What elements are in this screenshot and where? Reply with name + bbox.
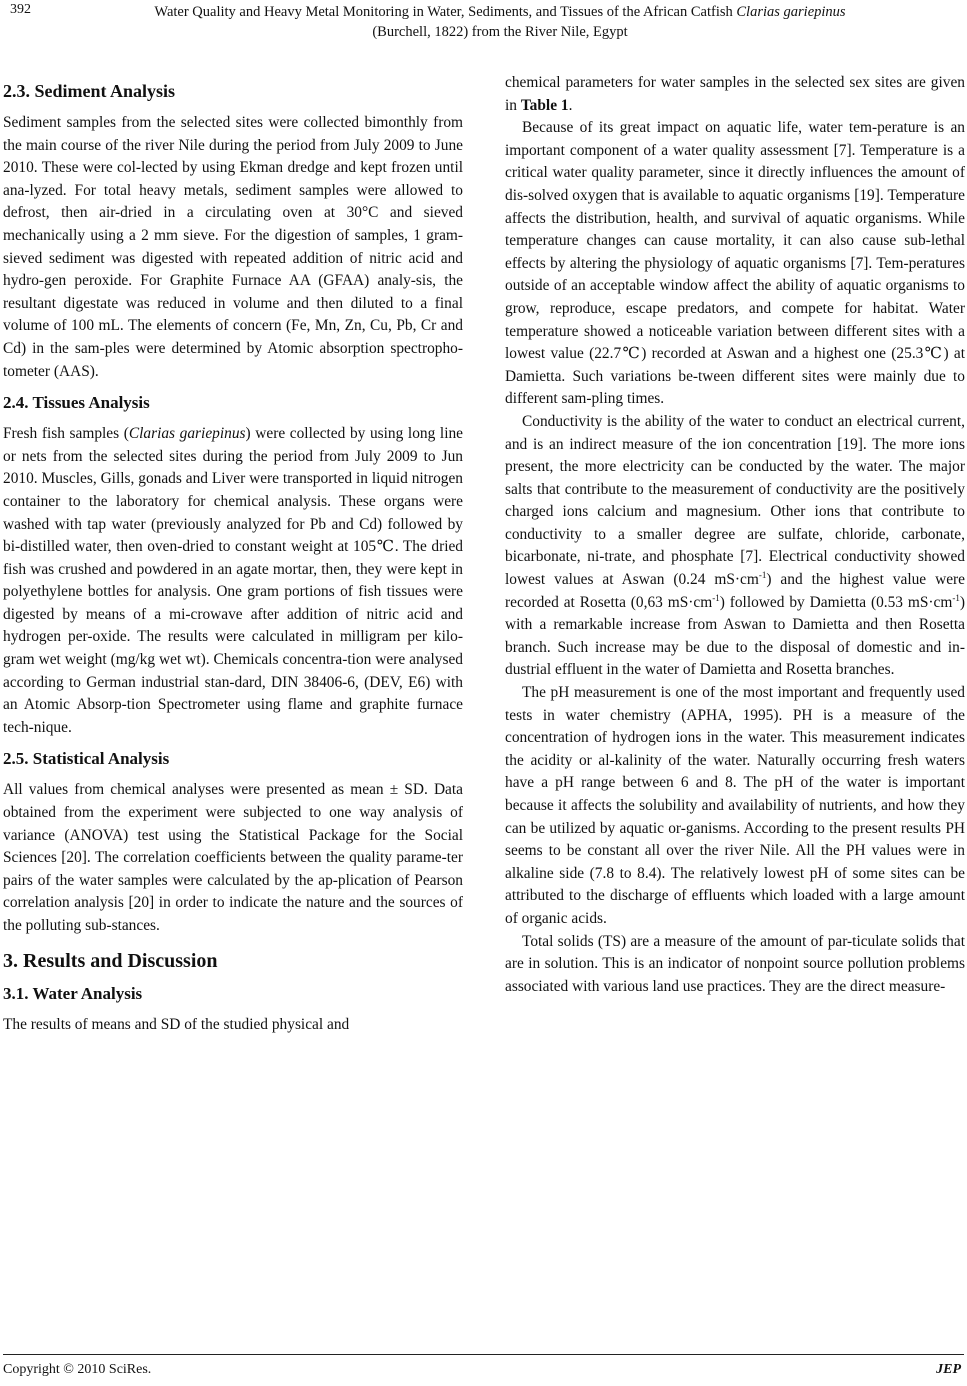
left-column <box>3 72 463 1036</box>
section-2-5-heading: 2.5. Statistical Analysis <box>3 749 170 769</box>
section-2-5-paragraph: All values from chemical analyses were presented as mean ± SD. Data obtained from the experiment were subjected to one way analysis of variance (ANOVA) test using the Statistical Package for the Social Sciences [20]. The correlation coefficients between the quality parame-ter pairs of the water samples were calculated by the ap-plication of Pearson correlation analysis [20] in order to indicate the nature and the sources of the polluting sub-stances. <box>3 781 463 934</box>
species-name: Clarias gariepinus <box>128 425 246 443</box>
running-title-line1: Water Quality and Heavy Metal Monitoring in Water, Sediments, and Tissues of the African Catfish <box>154 4 737 20</box>
temperature-paragraph: Because of its great impact on aquatic life, water tem-perature is an important component of a water quality assessment [7]. Temperature is a critical water quality parameter, since it directly influences the amount of dis-solved oxygen that is available to aquatic organisms [19]. Temperature affects the distribution, health, and survival of aquatic organisms. While temperature changes can cause mortality, it can also cause sub-lethal effects by altering the physiology of aquatic organisms [7]. Tem-peratures outside of an acceptable window affect the ability of aquatic organisms to grow, reproduce, escape predators, and compete for habitat. Water temperature showed a noticeable variation between different sites with a lowest value (22.7℃) recorded at Aswan and a highest one (25.3℃) at Damietta. Such variations be-tween different sites were mainly due to different sam-pling times. <box>505 119 965 408</box>
running-header <box>0 0 967 66</box>
footer-divider <box>3 1354 964 1355</box>
running-title <box>30 2 967 42</box>
running-title-line2: (Burchell, 1822) from the River Nile, Egypt <box>372 24 628 40</box>
conductivity-paragraph: Conductivity is the ability of the water to conduct an electrical current, and is an indirect measure of the ion concentration [19]. The more ions present, the more electricity can be conducted by the water. The major salts that contribute to the measurement of conductivity are the positively charged ions calcium and magnesium. Other ions that contribute to conductivity to a smaller degree are sulfate, chloride, carbonate, bicarbonate, ni-trate, and phosphate [7]. Electrical conductivity showed lowest values at Aswan (0.24 $mS\cdot cm^{-1}$) and the highest value were recorded at Rosetta (0,63 $mS\cdot cm^{-1}$) followed by Damietta (0.53 $mS\cdot cm^{-1}$) with a remarkable increase from Aswan to Damietta and then Rosetta branch. Such increase may be due to the disposal of domestic and in-dustrial effluent in the water of Damietta and Rosetta branches. <box>505 412 965 679</box>
section-3-1-heading: 3.1. Water Analysis <box>3 983 143 1003</box>
running-title-species: Clarias gariepinus <box>736 4 846 20</box>
ph-paragraph: The pH measurement is one of the most important and frequently used tests in water chemistry (APHA, 1995). PH is a measure of the concentration of hydrogen ions in the water. This measurement indicates the acidity or al-kalinity of the water. Naturally occurring fresh waters have a pH range between 6 and 8. The pH of the water is important because it affects the solubility and availability of nutrients, and how they can be utilized by aquatic or-ganisms. According to the present results PH seems to be constant all over the river Nile. All the PH values were in alkaline side (7.8 to 8.4). The relatively lowest pH of some sites can be attributed to the discharge of effluents which loaded with a large amount of organic acids. <box>505 684 965 927</box>
copyright-notice: Copyright © 2010 SciRes. <box>3 1362 152 1377</box>
section-2-3-paragraph: Sediment samples from the selected sites were collected bimonthly from the main course of the river Nile during the period from July 2009 to June 2010. These were col-lected by using Ekman dredge and kept frozen until ana-lyzed. For total heavy metals, sediment samples were allowed to defrost, then air-dried in a circulating oven at 30°C and sieved mechanically using a 2 mm sieve. For the digestion of samples, 1 gram-sieved sediment was digested with repeated addition of nitric acid and hydro-gen peroxide. For Graphite Furnace AA (GFAA) analy-sis, the resultant digestate was reduced in volume and then diluted to a final volume of 100 mL. The elements of concern (Fe, Mn, Zn, Cu, Pb, Cr and Cd) in the sam-ples were determined by Atomic absorption spectropho-tometer (AAS). <box>3 114 463 380</box>
table-1-reference: Table 1 <box>520 96 569 114</box>
section-3-heading: 3. Results and Discussion <box>3 949 218 972</box>
section-3-1-paragraph: The results of means and SD of the studied physical and <box>3 1015 350 1033</box>
section-2-4-paragraph: Fresh fish samples (Clarias gariepinus) were collected by using long line or nets from the selected sites during the period from July 2009 to Jun 2010. Muscles, Gills, gonads and Liver were transported in liquid nitrogen container to the laboratory for chemical analysis. These organs were washed with tap water (previously analyzed for Pb and Cd) followed by bi-distilled water, then oven-dried to constant weight at 105℃. The dried fish was crushed and powdered in an agate mortar, then, they were kept in polyethylene bottles for analysis. One gram portions of fish tissues were digested by means of a mi-crowave after addition of nitric acid and hydrogen per-oxide. The results were calculated in milligram per kilo-gram wet weight (mg/kg wet wt). Chemicals concentra-tion were analysed according to German industrial stan-dard, DIN 38406-6, (DEV, E6) with an Atomic Absorp-tion Spectrometer using flame and graphite furnace tech-nique. <box>3 425 463 736</box>
total-solids-paragraph: Total solids (TS) are a measure of the amount of par-ticulate solids that are in solution. This is an indicator of nonpoint source pollution problems associated with various land use practices. They are the direct measure- <box>505 932 965 995</box>
page-footer <box>0 1346 967 1386</box>
section-2-3-heading: 2.3. Sediment Analysis <box>3 81 176 101</box>
results-continuation-paragraph: chemical parameters for water samples in the selected sex sites are given in Table 1. <box>505 74 965 114</box>
journal-abbreviation: JEP <box>936 1362 961 1377</box>
page-number: 392 <box>10 2 31 17</box>
section-2-4-heading: 2.4. Tissues Analysis <box>3 393 150 413</box>
right-column <box>505 72 965 998</box>
